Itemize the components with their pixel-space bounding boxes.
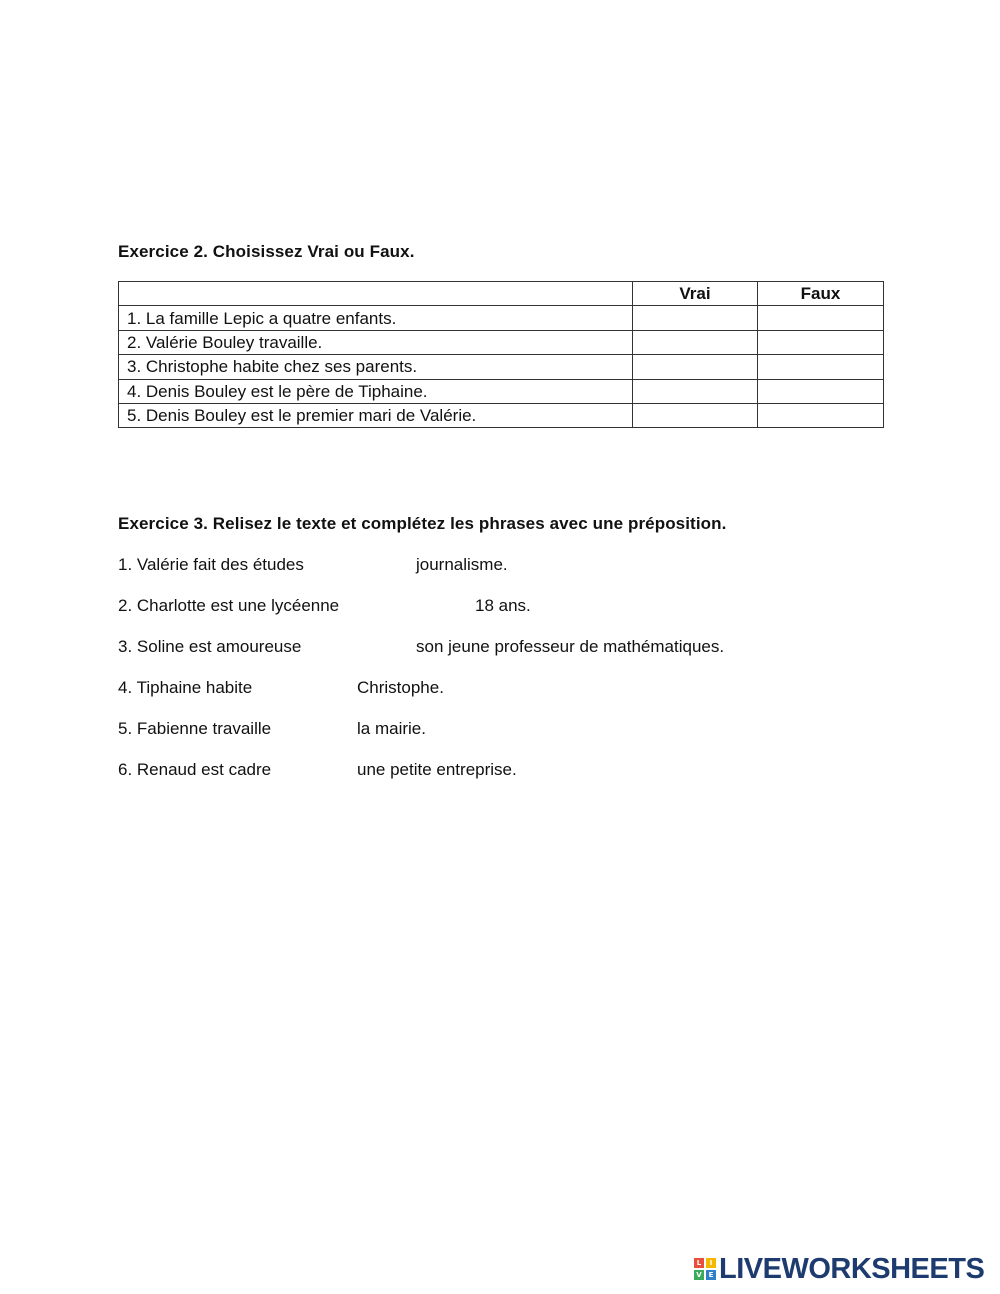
sentence-end: Christophe.: [357, 678, 444, 697]
table-row: [119, 355, 884, 379]
sentence-start: 2. Charlotte est une lycéenne: [118, 596, 340, 615]
preposition-blank[interactable]: [328, 555, 414, 575]
preposition-blank[interactable]: [290, 719, 355, 739]
table-header-row: [119, 282, 884, 306]
sentence-start: 1. Valérie fait des études: [118, 555, 304, 574]
vrai-answer-cell[interactable]: [633, 330, 758, 354]
faux-answer-cell[interactable]: [758, 330, 884, 354]
logo-block-i: I: [706, 1258, 716, 1268]
sentence-end: la mairie.: [357, 719, 426, 738]
table-row: [119, 379, 884, 403]
true-false-table: [118, 281, 884, 428]
logo-block-l: L: [694, 1258, 704, 1268]
sentence-end: journalisme.: [416, 555, 508, 574]
faux-answer-cell[interactable]: [758, 306, 884, 330]
table-row: [119, 330, 884, 354]
faux-answer-cell[interactable]: [758, 355, 884, 379]
statement-cell: 1. La famille Lepic a quatre enfants.: [119, 306, 633, 330]
exercise-3-title: Exercice 3. Relisez le texte et complétez les phrases avec une préposition.: [118, 514, 727, 533]
sentence-end: son jeune professeur de mathématiques.: [416, 637, 725, 656]
vrai-answer-cell[interactable]: [633, 403, 758, 427]
statement-cell: 5. Denis Bouley est le premier mari de Valérie.: [119, 403, 633, 427]
table-row: [119, 403, 884, 427]
fill-in-sentence-2: [118, 594, 878, 618]
vrai-answer-cell[interactable]: [633, 379, 758, 403]
preposition-blank[interactable]: [270, 678, 355, 698]
sentence-start: 3. Soline est amoureuse: [118, 637, 302, 656]
preposition-blank[interactable]: [324, 637, 414, 657]
statement-cell: 3. Christophe habite chez ses parents.: [119, 355, 633, 379]
logo-wordmark: LIVEWORKSHEETS: [719, 1253, 985, 1285]
sentence-start: 4. Tiphaine habite: [118, 678, 253, 697]
sentence-end: une petite entreprise.: [357, 760, 517, 779]
vrai-column-header: Vrai: [633, 282, 758, 306]
table-row: [119, 306, 884, 330]
sentence-start: 6. Renaud est cadre: [118, 760, 272, 779]
fill-in-sentence-4: [118, 676, 878, 700]
live-blocks-icon: [694, 1258, 716, 1280]
sentence-start: 5. Fabienne travaille: [118, 719, 272, 738]
liveworksheets-logo: [694, 1254, 984, 1284]
faux-answer-cell[interactable]: [758, 403, 884, 427]
vrai-answer-cell[interactable]: [633, 306, 758, 330]
logo-block-e: E: [706, 1270, 716, 1280]
preposition-blank[interactable]: [368, 596, 472, 616]
fill-in-sentence-6: [118, 758, 878, 782]
fill-in-sentence-3: [118, 635, 878, 659]
faux-answer-cell[interactable]: [758, 379, 884, 403]
preposition-blank[interactable]: [288, 760, 355, 780]
sentence-end: 18 ans.: [475, 596, 531, 615]
statement-cell: 4. Denis Bouley est le père de Tiphaine.: [119, 379, 633, 403]
vrai-answer-cell[interactable]: [633, 355, 758, 379]
faux-column-header: Faux: [758, 282, 884, 306]
exercise-2-title: Exercice 2. Choisissez Vrai ou Faux.: [118, 242, 415, 261]
statement-cell: 2. Valérie Bouley travaille.: [119, 330, 633, 354]
fill-in-sentence-5: [118, 717, 878, 741]
logo-block-v: V: [694, 1270, 704, 1280]
statement-column-header: [119, 282, 633, 306]
fill-in-sentence-1: [118, 553, 878, 577]
